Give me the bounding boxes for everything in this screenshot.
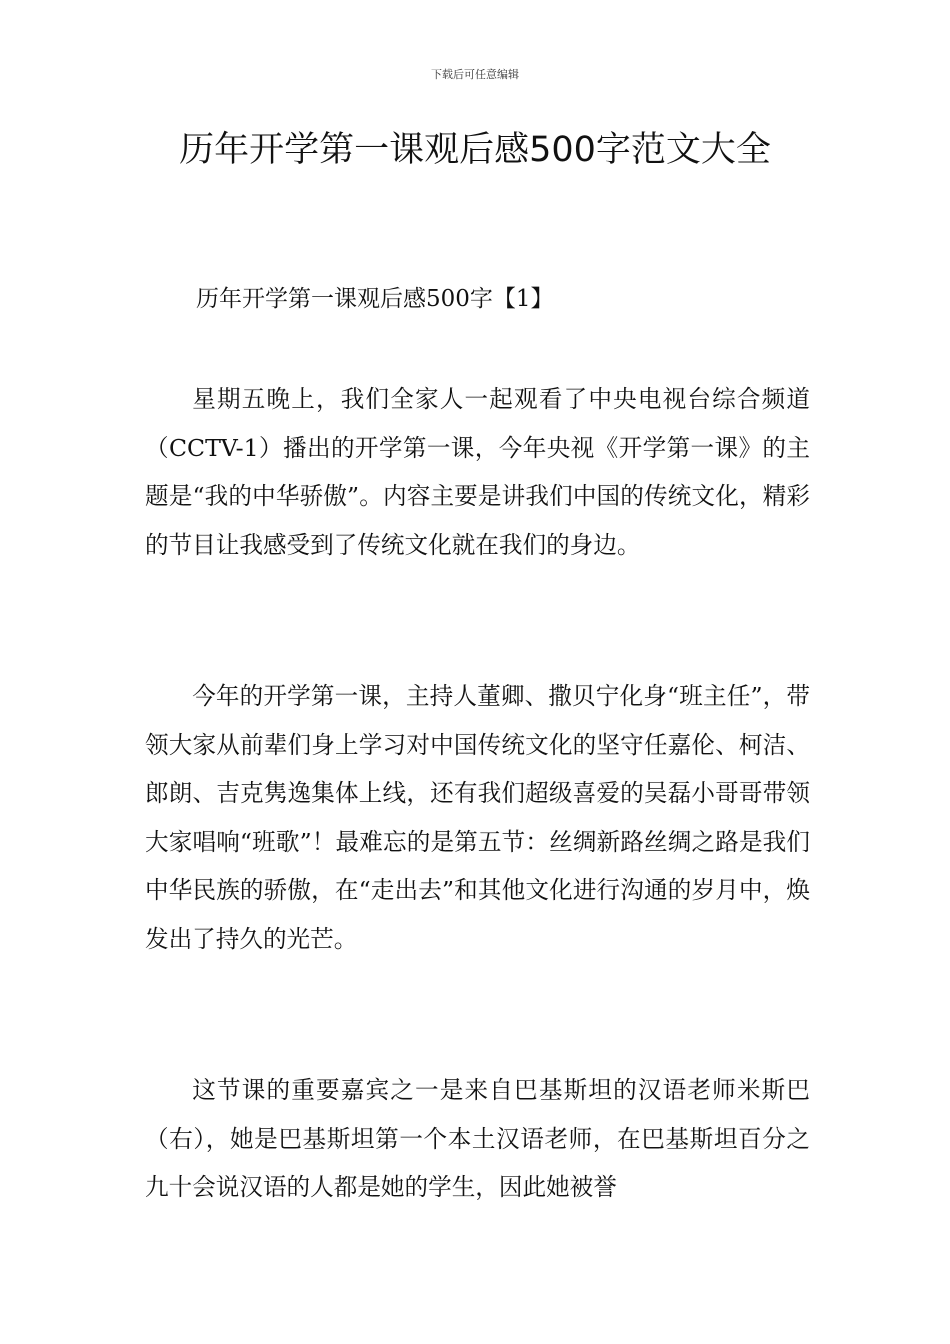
paragraph-3: 这节课的重要嘉宾之一是来自巴基斯坦的汉语老师米斯巴（右），她是巴基斯坦第一个本土汉语老师，在巴基斯坦百分之九十会说汉语的人都是她的学生，因此她被誉 — [145, 1076, 810, 1201]
paragraph-2: 今年的开学第一课，主持人董卿、撒贝宁化身“班主任”，带领大家从前辈们身上学习对中国传统文化的坚守任嘉伦、柯洁、郎朗、吉克隽逸集体上线，还有我们超级喜爱的吴磊小哥哥带领大家唱响“班歌”！最难忘的是第五节：丝绸新路丝绸之路是我们中华民族的骄傲，在“走出去”和其他文化进行沟通的岁月中，焕发出了持久的光芒。 — [145, 682, 810, 953]
paragraph-1: 星期五晚上，我们全家人一起观看了中央电视台综合频道（CCTV-1）播出的开学第一课，今年央视《开学第一课》的主题是“我的中华骄傲”。内容主要是讲我们中国的传统文化，精彩的节目让我感受到了传统文化就在我们的身边。 — [145, 385, 810, 559]
header-note: 下载后可任意编辑 — [431, 68, 519, 81]
document-title: 历年开学第一课观后感500字范文大全 — [179, 130, 771, 170]
section-heading: 历年开学第一课观后感500字【1】 — [196, 286, 554, 312]
